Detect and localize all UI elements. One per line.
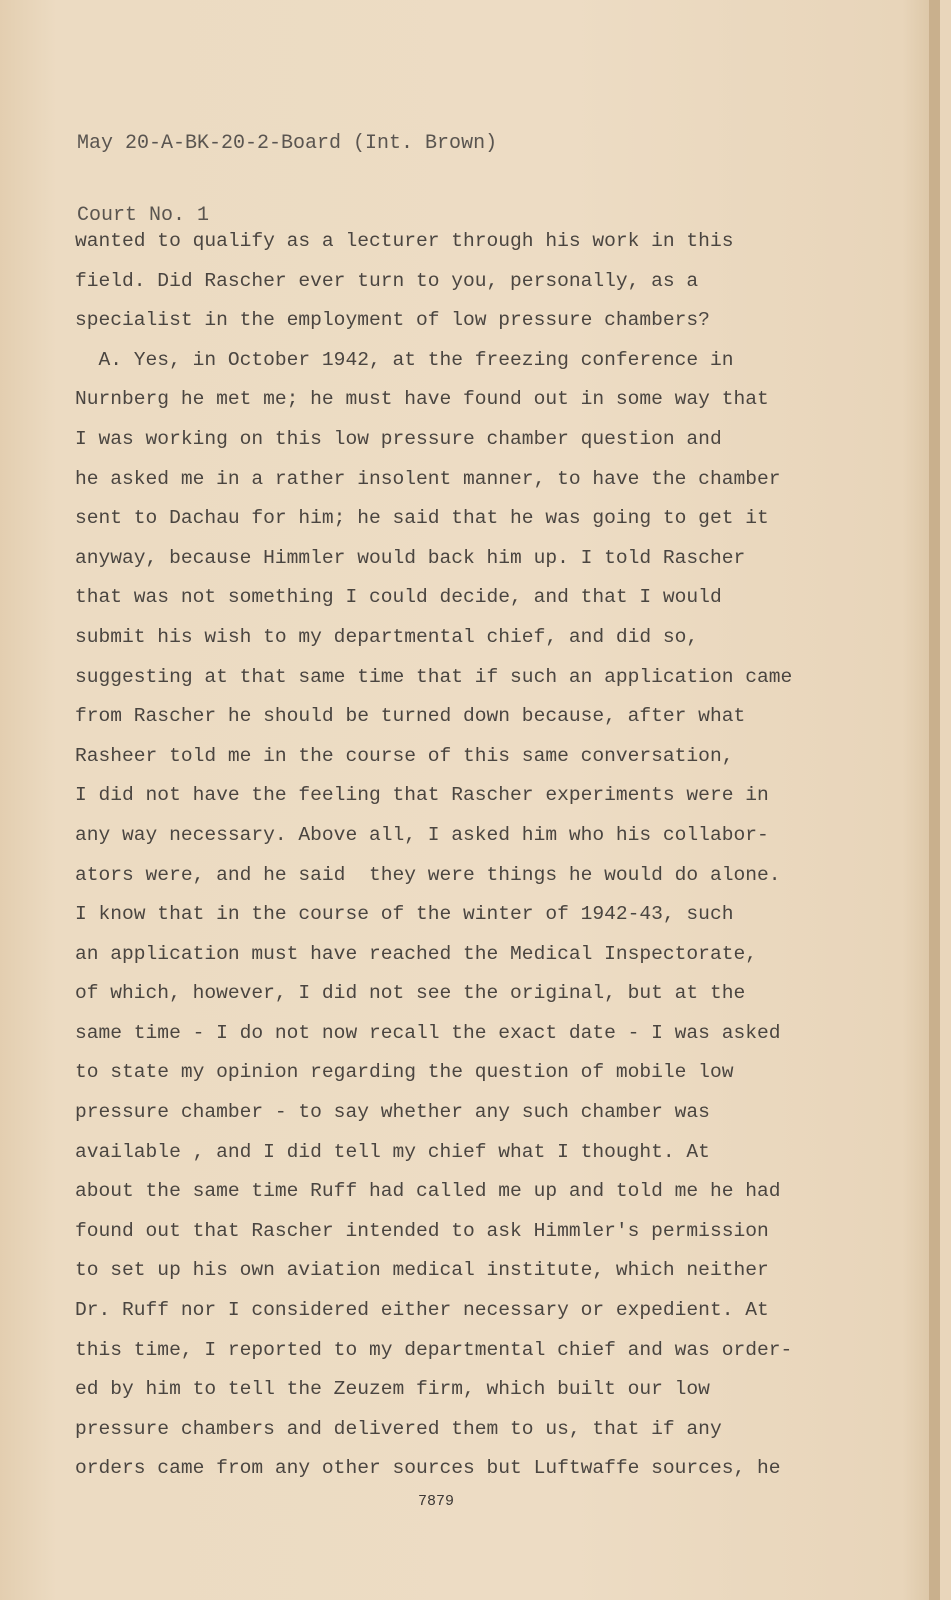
- transcript-line: I was working on this low pressure chamber question and: [75, 427, 722, 450]
- transcript-line: Nurnberg he met me; he must have found out in some way that: [75, 388, 769, 411]
- transcript-line: available , and I did tell my chief what I thought. At: [75, 1140, 710, 1163]
- transcript-line: I know that in the course of the winter of 1942-43, such: [75, 903, 734, 926]
- transcript-line: ed by him to tell the Zeuzem firm, which built our low: [75, 1378, 710, 1401]
- transcript-line: submit his wish to my departmental chief, and did so,: [75, 625, 699, 648]
- transcript-line: same time - I do not now recall the exact date - I was asked: [75, 1021, 781, 1044]
- transcript-line: about the same time Ruff had called me up and told me he had: [75, 1180, 781, 1203]
- transcript-line: found out that Rascher intended to ask Himmler's permission: [75, 1219, 769, 1242]
- transcript-line: any way necessary. Above all, I asked him who his collabor-: [75, 823, 769, 846]
- transcript-line: A. Yes, in October 1942, at the freezing conference in: [75, 348, 734, 371]
- transcript-line: that was not something I could decide, and that I would: [75, 586, 722, 609]
- transcript-body: [75, 222, 792, 1489]
- transcript-line: this time, I reported to my departmental chief and was order-: [75, 1338, 793, 1361]
- transcript-line: of which, however, I did not see the original, but at the: [75, 982, 746, 1005]
- transcript-line: Dr. Ruff nor I considered either necessary or expedient. At: [75, 1299, 769, 1322]
- header-court: Court No. 1: [77, 204, 210, 227]
- transcript-line: orders came from any other sources but Luftwaffe sources, he: [75, 1457, 781, 1480]
- header-reference: May 20-A-BK-20-2-Board (Int. Brown): [77, 132, 498, 155]
- transcript-line: pressure chambers and delivered them to us, that if any: [75, 1417, 722, 1440]
- transcript-line: ators were, and he said they were things he would do alone.: [75, 863, 781, 886]
- page-edge: [929, 0, 940, 1600]
- transcript-line: I did not have the feeling that Rascher experiments were in: [75, 784, 769, 807]
- transcript-line: field. Did Rascher ever turn to you, personally, as a: [75, 269, 699, 292]
- transcript-line: anyway, because Himmler would back him up. I told Rascher: [75, 546, 746, 569]
- page-number: 7879: [418, 1493, 455, 1510]
- transcript-line: sent to Dachau for him; he said that he was going to get it: [75, 507, 769, 530]
- transcript-line: pressure chamber - to say whether any such chamber was: [75, 1101, 710, 1124]
- transcript-line: Rasheer told me in the course of this same conversation,: [75, 744, 734, 767]
- transcript-line: suggesting at that same time that if such an application came: [75, 665, 793, 688]
- transcript-line: from Rascher he should be turned down because, after what: [75, 705, 746, 728]
- transcript-line: wanted to qualify as a lecturer through his work in this: [75, 230, 734, 252]
- transcript-line: to set up his own aviation medical institute, which neither: [75, 1259, 769, 1282]
- transcript-line: to state my opinion regarding the question of mobile low: [75, 1061, 734, 1084]
- transcript-line: he asked me in a rather insolent manner, to have the chamber: [75, 467, 781, 490]
- transcript-line: an application must have reached the Medical Inspectorate,: [75, 942, 757, 965]
- transcript-line: specialist in the employment of low pressure chambers?: [75, 309, 710, 332]
